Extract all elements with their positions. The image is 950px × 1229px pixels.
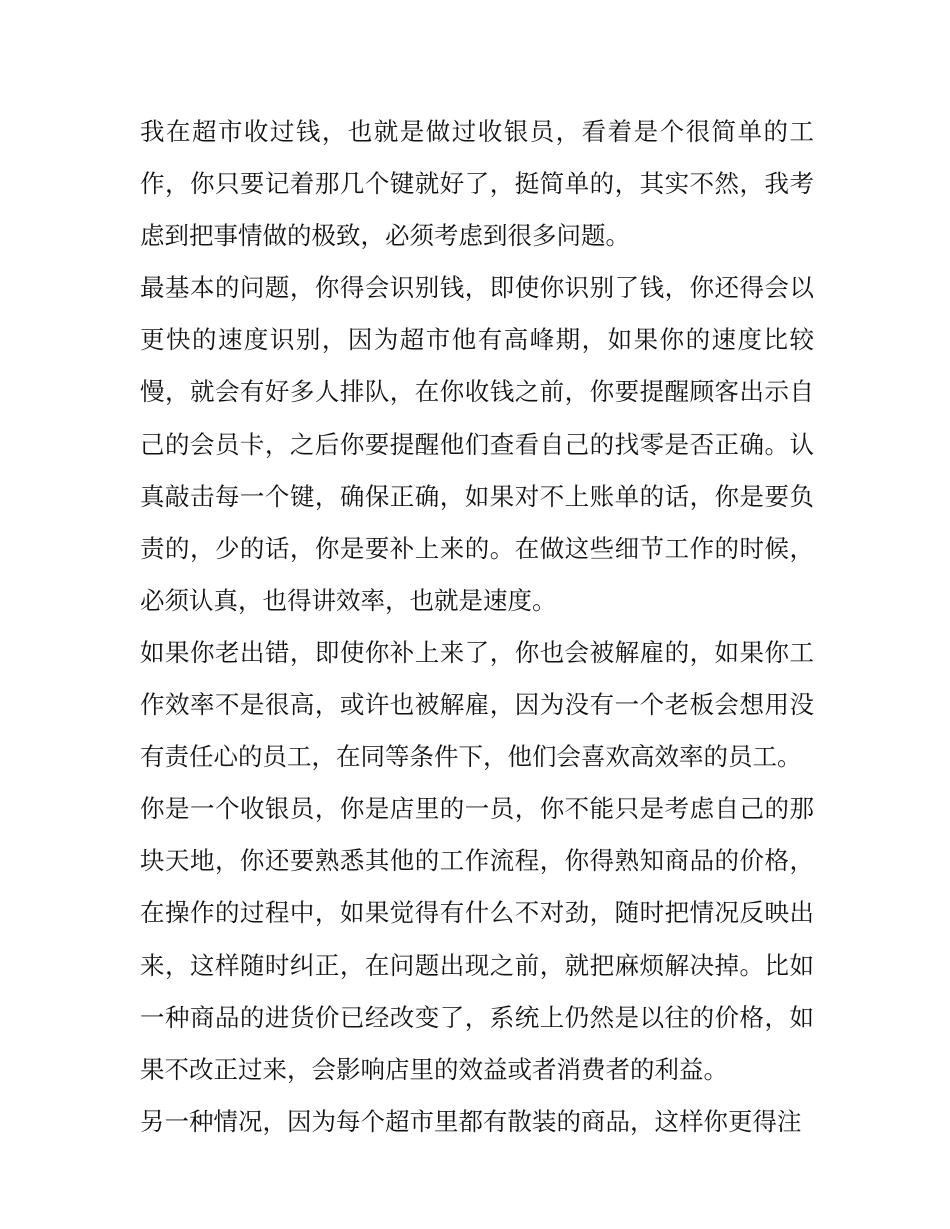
- paragraph-5: 另一种情况，因为每个超市里都有散装的商品，这样你更得注: [140, 1106, 802, 1136]
- paragraph-2: 最基本的问题，你得会识别钱，即使你识别了钱，你还得会以更快的速度识别，因为超市他有高峰期，如果你的速度比较慢，就会有好多人排队，在你收钱之前，你要提醒顾客出示自己的会员卡，之后你要提醒他们查看自己的找零是否正确。认真敲击每一个键，确保正确，如果对不上账单的话，你是要负责的，少的话，你是要补上来的。在做这些细节工作的时候，必须认真，也得讲效率，也就是速度。: [140, 273, 814, 615]
- paragraph-1: 我在超市收过钱，也就是做过收银员，看着是个很简单的工作，你只要记着那几个键就好了，挺简单的，其实不然，我考虑到把事情做的极致，必须考虑到很多问题。: [140, 117, 814, 251]
- paragraph-4: 你是一个收银员，你是店里的一员，你不能只是考虑自己的那块天地，你还要熟悉其他的工作流程，你得熟知商品的价格，在操作的过程中，如果觉得有什么不对劲，随时把情况反映出来，这样随时纠正，在问题出现之前，就把麻烦解决掉。比如一种商品的进货价已经改变了，系统上仍然是以往的价格，如果不改正过来，会影响店里的效益或者消费者的利益。: [140, 794, 814, 1084]
- paragraph-3: 如果你老出错，即使你补上来了，你也会被解雇的，如果你工作效率不是很高，或许也被解雇，因为没有一个老板会想用没有责任心的员工，在同等条件下，他们会喜欢高效率的员工。: [140, 637, 814, 772]
- document-body: [140, 106, 814, 1148]
